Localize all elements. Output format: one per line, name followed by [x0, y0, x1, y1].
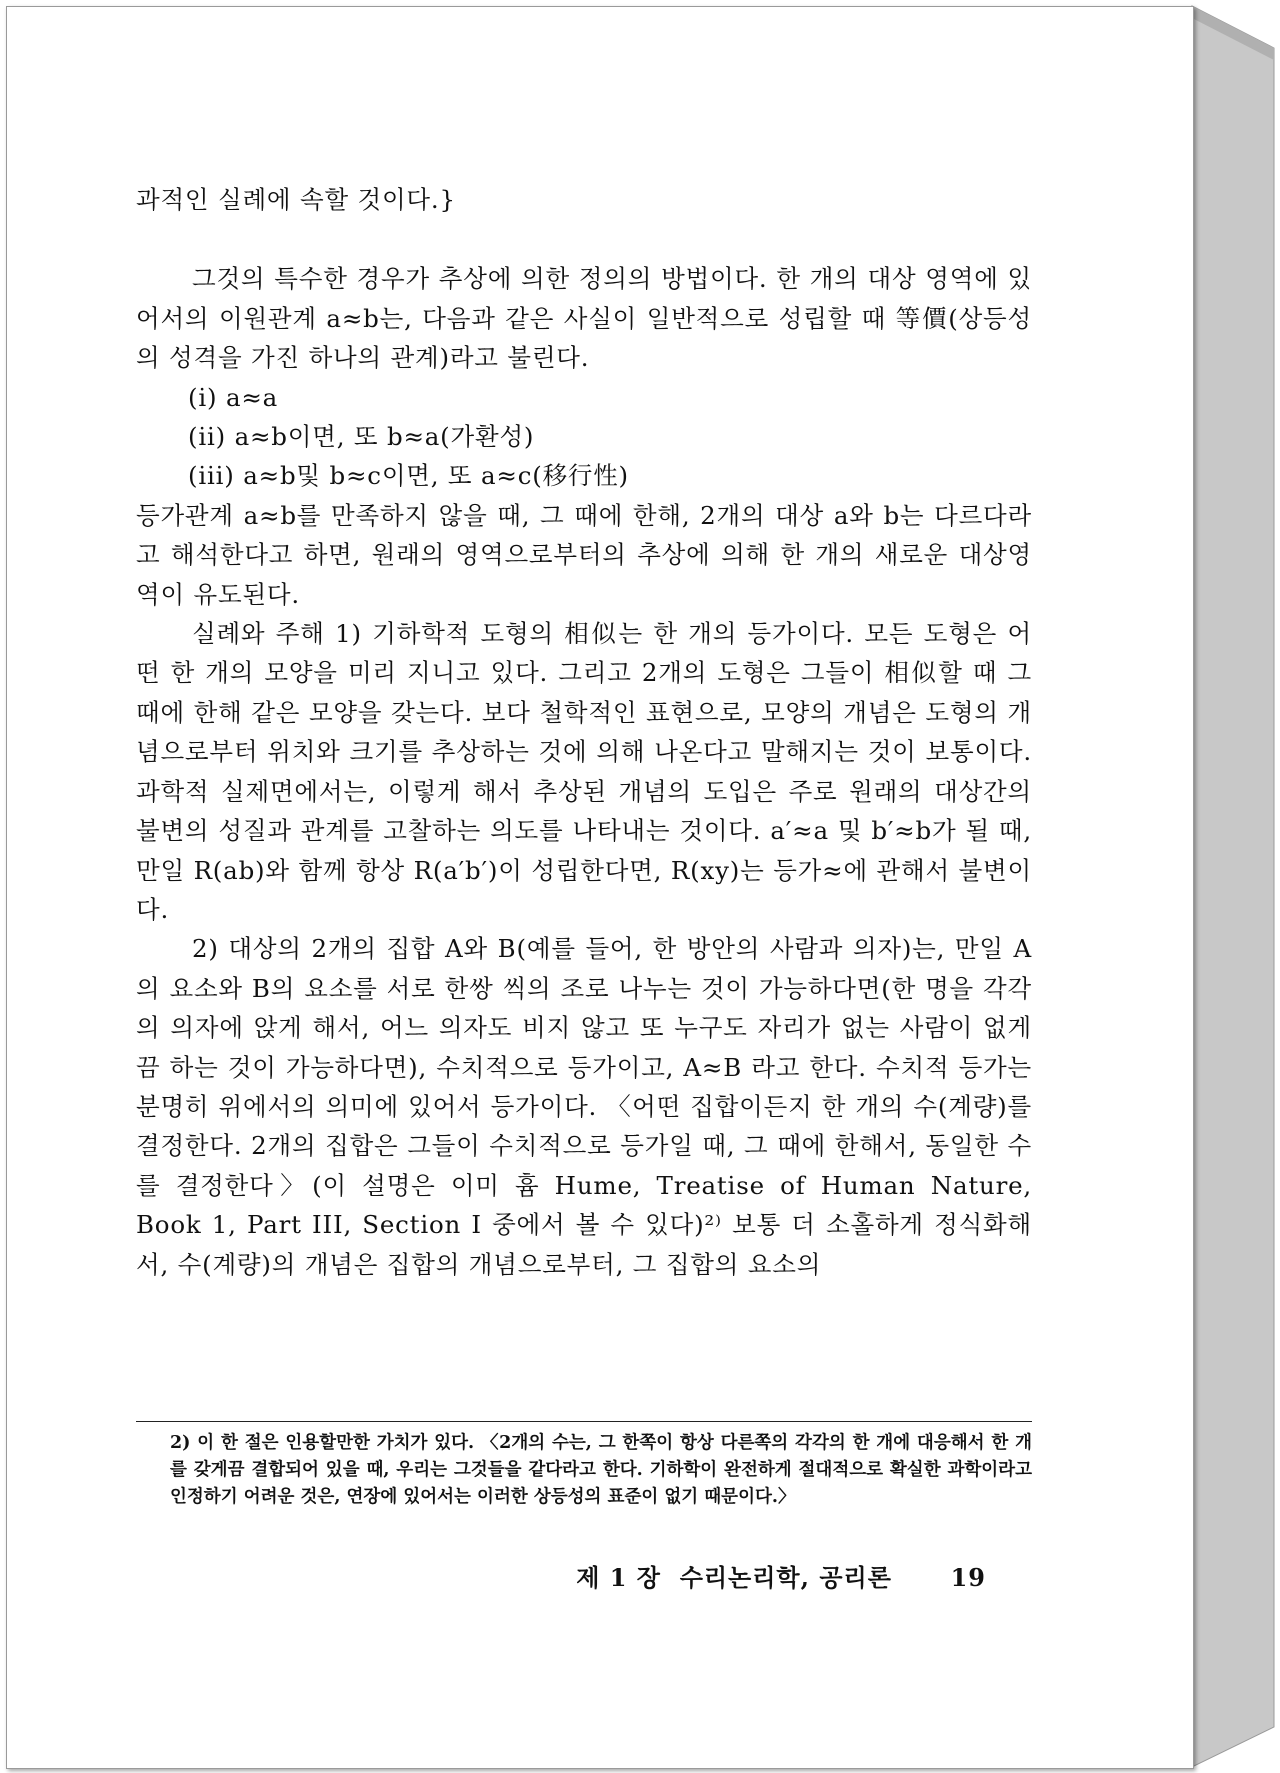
- footnote: [170, 1430, 1032, 1511]
- paragraph: 과적인 실례에 속할 것이다.}: [136, 185, 456, 214]
- paragraph-gap: [136, 219, 1032, 259]
- paragraph: 실례와 주해 1) 기하학적 도형의 相似는 한 개의 등가이다. 모든 도형은 어떤 한 개의 모양을 미리 지니고 있다. 그리고 2개의 도형은 그들이 相似할 때 그때에 한해 같은 모양을 갖는다. 보다 철학적인 표현으로, 모양의 개념은 도형의 개념으로부터 위치와 크기를 추상하는 것에 의해 나온다고 말해지는 것이 보통이다. 과학적 실제면에서는, 이렇게 해서 추상된 개념의 도입은 주로 원래의 대상간의 불변의 성질과 관계를 고찰하는 의도를 나타내는 것이다. a′≈a 및 b′≈b가 될 때, 만일 R(ab)와 함께 항상 R(a′b′)이 성립한다면, R(xy)는 등가≈에 관해서 불변이다.: [136, 619, 1032, 924]
- paragraph: 등가관계 a≈b를 만족하지 않을 때, 그 때에 한해, 2개의 대상 a와 b는 다르다라고 해석한다고 하면, 원래의 영역으로부터의 추상에 의해 한 개의 새로운 대상영역이 유도된다.: [136, 500, 1032, 609]
- list-item: (ii) a≈b이면, 또 b≈a(가환성): [188, 422, 535, 452]
- list-item: (iii) a≈b및 b≈c이면, 또 a≈c(移行性): [188, 461, 629, 491]
- chapter-title: 제 1 장 수리논리학, 공리론: [576, 1563, 892, 1592]
- page-number: 19: [950, 1563, 986, 1592]
- list-item: (i) a≈a: [188, 382, 279, 412]
- page-body: [136, 180, 1032, 1284]
- running-footer: [576, 1558, 986, 1593]
- footnote-text: 2) 이 한 절은 인용할만한 가치가 있다. 〈2개의 수는, 그 한쪽이 항상 다른쪽의 각각의 한 개에 대응해서 한 개를 갖게끔 결합되어 있을 때, 우리는 그것들을 같다라고 한다. 기하학이 완전하게 절대적으로 확실한 과학이라고 인정하기 어려운 것은, 연장에 있어서는 이러한 상등성의 표준이 없기 때문이다.〉: [170, 1433, 1032, 1507]
- paragraph: 그것의 특수한 경우가 추상에 의한 정의의 방법이다. 한 개의 대상 영역에 있어서의 이원관계 a≈b는, 다음과 같은 사실이 일반적으로 성립할 때 等價(상등성의 성격을 가진 하나의 관계)라고 불린다.: [136, 264, 1032, 373]
- paragraph: 2) 대상의 2개의 집합 A와 B(예를 들어, 한 방안의 사람과 의자)는, 만일 A의 요소와 B의 요소를 서로 한쌍 씩의 조로 나누는 것이 가능하다면(한 명을 각각의 의자에 앉게 해서, 어느 의자도 비지 않고 또 누구도 자리가 없는 사람이 없게끔 하는 것이 가능하다면), 수치적으로 등가이고, A≈B 라고 한다. 수치적 등가는 분명히 위에서의 의미에 있어서 등가이다. 〈어떤 집합이든지 한 개의 수(계량)를 결정한다. 2개의 집합은 그들이 수치적으로 등가일 때, 그 때에 한해서, 동일한 수를 결정한다〉(이 설명은 이미 흄 Hume, Treatise of Human Nature, Book 1, Part III, Section I 중에서 볼 수 있다)²⁾ 보통 더 소홀하게 정식화해서, 수(계량)의 개념은 집합의 개념으로부터, 그 집합의 요소의: [136, 934, 1032, 1279]
- footnote-divider: [136, 1421, 1032, 1422]
